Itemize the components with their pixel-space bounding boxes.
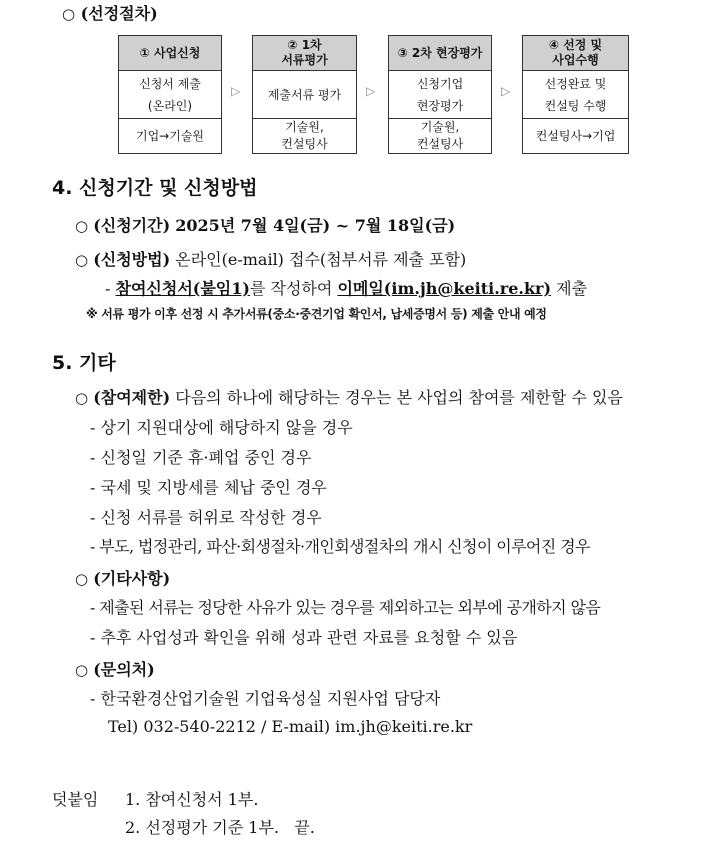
step-body-text: 제출서류 평가	[267, 87, 342, 102]
list-item: - 추후 사업성과 확인을 위해 성과 관련 자료를 요청할 수 있음	[90, 628, 518, 647]
step-header	[389, 36, 491, 71]
period-line	[75, 216, 455, 236]
step-header	[523, 36, 628, 71]
procedure-step-3	[388, 35, 492, 154]
list-item: - 제출된 서류는 정당한 사유가 있는 경우를 제외하고는 외부에 공개하지 않음	[90, 598, 601, 617]
period-value: 2025년 7월 4일(금) ~ 7월 18일(금)	[175, 216, 456, 235]
restrict-line	[75, 388, 623, 408]
step-actor-text: 기술원, 컨설팅사	[416, 120, 464, 151]
arrow-right-icon: ▷	[366, 84, 376, 98]
bullet: ○	[75, 217, 89, 235]
contact-line	[75, 660, 155, 680]
step-header	[253, 36, 356, 71]
step-actor-text: 기업→기술원	[135, 128, 204, 143]
attachment-item: 1. 참여신청서 1부.	[125, 790, 259, 809]
step-body-text: 선정완료 및 컨설팅 수행	[544, 76, 607, 113]
bullet: ○	[62, 5, 76, 23]
step-actor-text: 기술원, 컨설팅사	[281, 120, 328, 151]
step-body	[389, 71, 491, 119]
step-body	[119, 71, 221, 119]
section5-title: 5. 기타	[52, 352, 116, 374]
note: ※ 서류 평가 이후 선정 시 추가서류(중소·중견기업 확인서, 납세증명서 등) 제출 안내 예정	[86, 307, 547, 321]
contact-label: (문의처)	[93, 660, 155, 679]
other-line	[75, 569, 170, 589]
attachment-item: 2. 선정평가 기준 1부. 끝.	[125, 818, 315, 837]
step-body-text: 신청서 제출 (온라인)	[139, 76, 201, 113]
procedure-step-4	[522, 35, 629, 154]
bullet: ○	[75, 570, 89, 588]
arrow-right-icon: ▷	[501, 84, 511, 98]
attachments-label: 덧붙임	[52, 790, 99, 809]
step-header-text: ① 사업신청	[139, 45, 201, 60]
step-body	[523, 71, 628, 119]
step-actor-text: 컨설팅사→기업	[535, 128, 616, 143]
application-form-ref: 참여신청서(붙임1)	[115, 279, 250, 298]
method-detail	[105, 279, 587, 299]
procedure-heading	[62, 4, 158, 24]
step-header-text: ② 1차 서류평가	[281, 38, 328, 67]
method-label: (신청방법)	[93, 250, 171, 269]
bullet: ○	[75, 661, 89, 679]
list-item: - 국세 및 지방세를 체납 중인 경우	[90, 478, 327, 497]
procedure-title: (선정절차)	[80, 4, 158, 23]
list-item: - 신청일 기준 휴·폐업 중인 경우	[90, 448, 312, 467]
bullet: ○	[75, 389, 89, 407]
method-value: 온라인(e-mail) 접수(첨부서류 제출 포함)	[175, 250, 467, 269]
step-actor	[253, 119, 356, 153]
arrow-right-icon: ▷	[231, 84, 241, 98]
method-mid: 를 작성하여	[249, 279, 333, 298]
restrict-text: 다음의 하나에 해당하는 경우는 본 사업의 참여를 제한할 수 있음	[175, 388, 623, 407]
restrict-label: (참여제한)	[93, 388, 171, 407]
procedure-step-1	[118, 35, 222, 154]
step-body-text: 신청기업 현장평가	[416, 76, 464, 113]
period-label: (신청기간)	[93, 216, 171, 235]
list-item: - 신청 서류를 허위로 작성한 경우	[90, 508, 322, 527]
contact-info: Tel) 032-540-2212 / E-mail) im.jh@keiti.re.kr	[108, 717, 473, 736]
step-actor	[119, 119, 221, 153]
method-line	[75, 250, 466, 270]
dash: -	[105, 279, 111, 298]
step-header	[119, 36, 221, 71]
contact-org: - 한국환경산업기술원 기업육성실 지원사업 담당자	[90, 689, 441, 708]
step-header-text: ③ 2차 현장평가	[397, 45, 483, 60]
bullet: ○	[75, 251, 89, 269]
step-header-text: ④ 선정 및 사업수행	[548, 38, 603, 67]
section4-title: 4. 신청기간 및 신청방법	[52, 177, 258, 199]
procedure-step-2	[252, 35, 357, 154]
email-ref: 이메일(im.jh@keiti.re.kr)	[337, 279, 552, 298]
list-item: - 부도, 법정관리, 파산·회생절차·개인회생절차의 개시 신청이 이루어진 경우	[90, 537, 590, 556]
method-end: 제출	[556, 279, 588, 298]
step-body	[253, 71, 356, 119]
list-item: - 상기 지원대상에 해당하지 않을 경우	[90, 418, 353, 437]
step-actor	[389, 119, 491, 153]
step-actor	[523, 119, 628, 153]
other-label: (기타사항)	[93, 569, 171, 588]
